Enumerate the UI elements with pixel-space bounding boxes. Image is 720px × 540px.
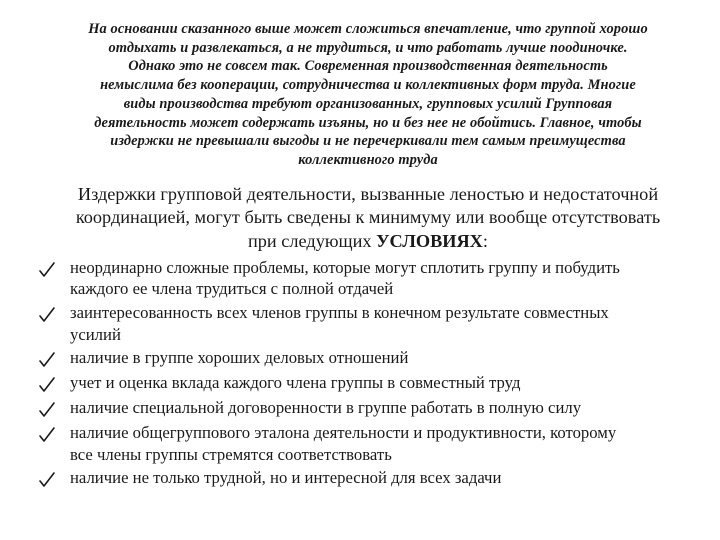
- lead-text: Издержки групповой деятельности, вызванные леностью и недостаточной координацией, могут быть сведены к минимуму или вообще отсутствовать при следующих: [75, 184, 661, 251]
- list-item: [38, 467, 698, 490]
- list-item: [38, 397, 698, 420]
- list-item-text: наличие общегруппового эталона деятельности и продуктивности, которому все члены группы стремятся соответствовать: [70, 423, 617, 464]
- lead-emphasis: УСЛОВИЯХ: [376, 230, 483, 251]
- lead-paragraph: [38, 183, 698, 253]
- list-item-text: наличие в группе хороших деловых отношений: [70, 348, 409, 368]
- intro-paragraph: [30, 20, 706, 170]
- check-icon: [38, 305, 56, 325]
- check-icon: [38, 470, 56, 490]
- list-item: [38, 347, 698, 370]
- intro-text: На основании сказанного выше может сложиться впечатление, что группой хорошо отдыхать и развлекаться, а не трудиться, и что работать лучше поодиночке. Однако это не совсем так. Современная производственная деятельность немыслима без кооперации, сотрудничества и коллективных форм труда. Многие виды производства требуют организованных, групповых усилий Групповая деятельность может содержать изъяны, но и без нее не обойтись. Главное, чтобы издержки не превышали выгоды и не перечеркивали тем самым преимущества коллективного труда: [88, 21, 648, 168]
- check-icon: [38, 400, 56, 420]
- list-item: [38, 302, 698, 345]
- list-item: [38, 257, 698, 300]
- list-item-text: неординарно сложные проблемы, которые могут сплотить группу и побудить каждого ее члена трудиться с полной отдачей: [70, 257, 620, 299]
- list-item-text: наличие не только трудной, но и интересной для всех задачи: [70, 468, 502, 488]
- list-item-text: учет и оценка вклада каждого члена группы в совместный труд: [70, 373, 521, 393]
- check-icon: [38, 425, 56, 445]
- list-item-text: заинтересованность всех членов группы в конечном результате совместных усилий: [70, 303, 609, 344]
- conditions-list: [38, 257, 698, 491]
- check-icon: [38, 260, 56, 280]
- lead-colon: :: [482, 230, 488, 251]
- check-icon: [38, 350, 56, 370]
- list-item: [38, 422, 698, 465]
- list-item-text: наличие специальной договоренности в группе работать в полную силу: [70, 398, 582, 418]
- check-icon: [38, 375, 56, 395]
- list-item: [38, 372, 698, 395]
- main-content: [38, 183, 698, 492]
